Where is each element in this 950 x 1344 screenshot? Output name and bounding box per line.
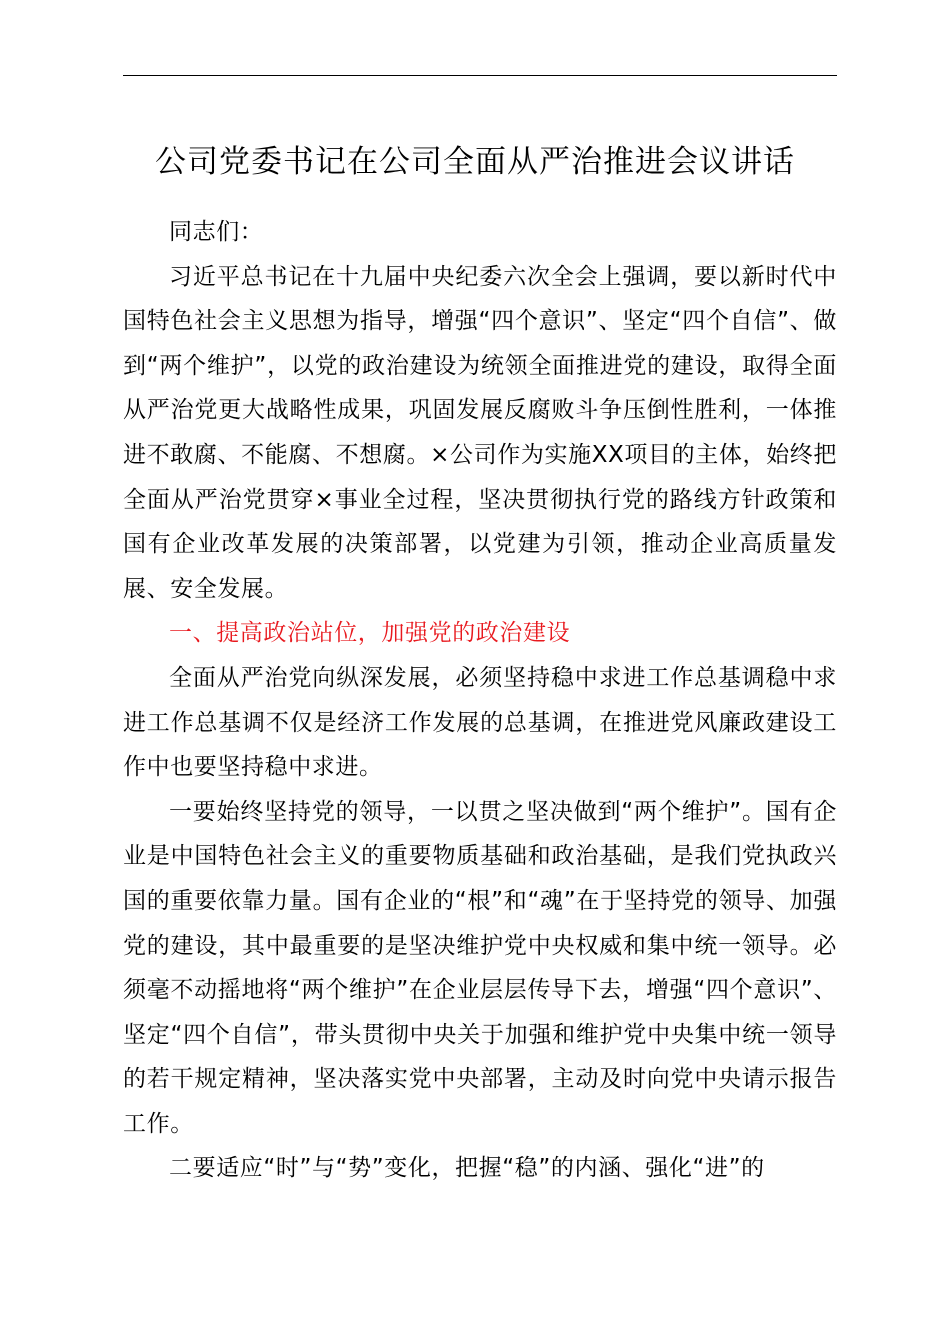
paragraph-point-one: 一要始终坚持党的领导，一以贯之坚决做到“两个维护”。国有企业是中国特色社会主义的重要物质基础和政治基础，是我们党执政兴国的重要依靠力量。国有企业的“根”和“魂”在于坚持党的领导、加强党的建设，其中最重要的是坚决维护党中央权威和集中统一领导。必须毫不动摇地将“两个维护”在企业层层传导下去，增强“四个意识”、坚定“四个自信”，带头贯彻中央关于加强和维护党中央集中统一领导的若干规定精神，坚决落实党中央部署，主动及时向党中央请示报告工作。	[123, 798, 837, 1137]
header-rule	[123, 75, 837, 76]
paragraph-section-intro: 全面从严治党向纵深发展，必须坚持稳中求进工作总基调稳中求进工作总基调不仅是经济工作发展的总基调，在推进党风廉政建设工作中也要坚持稳中求进。	[123, 664, 837, 781]
section-heading: 一、提高政治站位，加强党的政治建设	[169, 620, 571, 647]
page-title: 公司党委书记在公司全面从严治推进会议讲话	[155, 144, 795, 180]
greeting: 同志们：	[169, 219, 264, 245]
paragraph-intro: 习近平总书记在十九届中央纪委六次全会上强调，要以新时代中国特色社会主义思想为指导，增强“四个意识”、坚定“四个自信”、做到“两个维护”，以党的政治建设为统领全面推进党的建设，取得全面从严治党更大战略性成果，巩固发展反腐败斗争压倒性胜利，一体推进不敢腐、不能腐、不想腐。×公司作为实施XX项目的主体，始终把全面从严治党贯穿×事业全过程，坚决贯彻执行党的路线方针政策和国有企业改革发展的决策部署，以党建为引领，推动企业高质量发展、安全发展。	[123, 263, 837, 602]
paragraph-point-two: 二要适应“时”与“势”变化，把握“稳”的内涵、强化“进”的	[169, 1155, 765, 1182]
document-body	[123, 210, 837, 1191]
